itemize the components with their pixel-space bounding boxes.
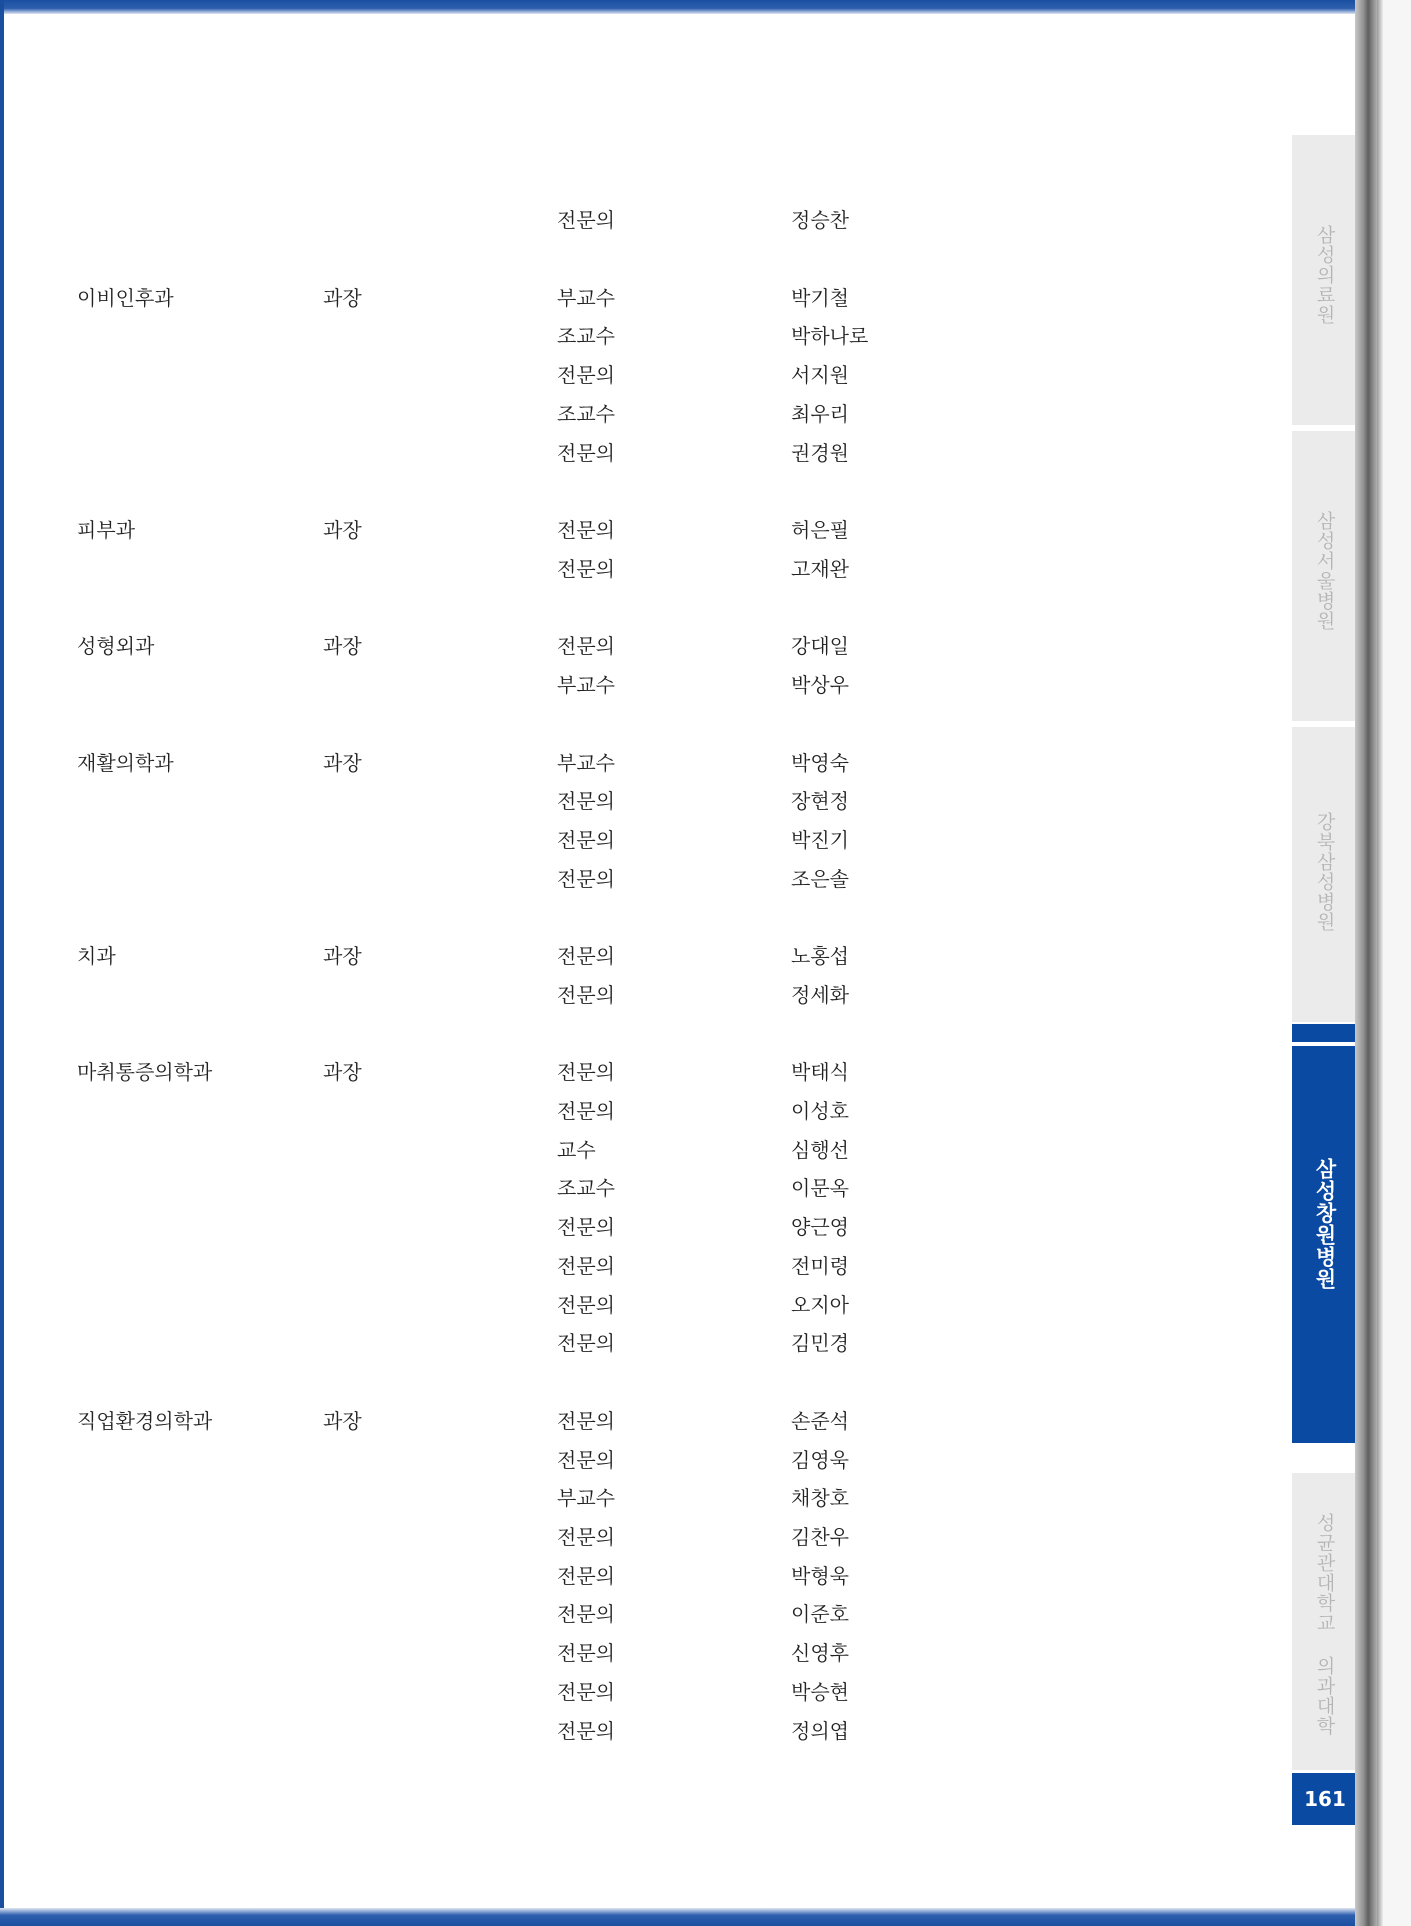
- head-cell: 과장: [323, 751, 362, 775]
- name-cell: 손준석: [791, 1409, 849, 1433]
- title-cell: 전문의: [557, 1293, 615, 1317]
- head-cell: 과장: [323, 634, 362, 658]
- name-cell: 박하나로: [791, 324, 869, 348]
- name-cell: 오지아: [791, 1293, 849, 1317]
- side-tab-samsung-seoul-hospital[interactable]: [1292, 428, 1358, 721]
- side-tab-kangbuk-samsung-hospital[interactable]: [1292, 724, 1358, 1022]
- title-cell: 전문의: [557, 1680, 615, 1704]
- department-cell: 성형외과: [77, 634, 155, 658]
- name-cell: 장현정: [791, 789, 849, 813]
- title-cell: 전문의: [557, 1331, 615, 1355]
- name-cell: 이성호: [791, 1099, 849, 1123]
- side-tab-skku-medical-school[interactable]: [1292, 1470, 1358, 1770]
- name-cell: 정의엽: [791, 1719, 849, 1743]
- title-cell: 전문의: [557, 1719, 615, 1743]
- head-cell: 과장: [323, 1409, 362, 1433]
- title-cell: 교수: [557, 1138, 596, 1162]
- title-cell: 전문의: [557, 208, 615, 232]
- side-tab-label: 성균관대학교 의과대학: [1313, 1513, 1336, 1736]
- title-cell: 조교수: [557, 324, 615, 348]
- name-cell: 최우리: [791, 402, 849, 426]
- name-cell: 이문옥: [791, 1176, 849, 1200]
- title-cell: 전문의: [557, 1641, 615, 1665]
- department-cell: 재활의학과: [77, 751, 174, 775]
- title-cell: 전문의: [557, 789, 615, 813]
- name-cell: 박태식: [791, 1060, 849, 1084]
- name-cell: 양근영: [791, 1215, 849, 1239]
- title-cell: 전문의: [557, 1525, 615, 1549]
- name-cell: 권경원: [791, 441, 849, 465]
- title-cell: 전문의: [557, 828, 615, 852]
- department-cell: 치과: [77, 944, 116, 968]
- side-tab-label: 삼성창원병원: [1313, 1158, 1337, 1290]
- name-cell: 강대일: [791, 634, 849, 658]
- active-tab-divider: [1292, 1042, 1358, 1046]
- title-cell: 부교수: [557, 1486, 615, 1510]
- title-cell: 전문의: [557, 557, 615, 581]
- side-tab-label: 삼성의료원: [1313, 225, 1336, 325]
- title-cell: 전문의: [557, 983, 615, 1007]
- title-cell: 부교수: [557, 751, 615, 775]
- name-cell: 김영욱: [791, 1448, 849, 1472]
- name-cell: 박기철: [791, 286, 849, 310]
- title-cell: 전문의: [557, 1099, 615, 1123]
- name-cell: 박승현: [791, 1680, 849, 1704]
- title-cell: 전문의: [557, 363, 615, 387]
- title-cell: 조교수: [557, 402, 615, 426]
- name-cell: 심행선: [791, 1138, 849, 1162]
- name-cell: 박영숙: [791, 751, 849, 775]
- head-cell: 과장: [323, 944, 362, 968]
- title-cell: 전문의: [557, 441, 615, 465]
- head-cell: 과장: [323, 518, 362, 542]
- title-cell: 전문의: [557, 944, 615, 968]
- title-cell: 조교수: [557, 1176, 615, 1200]
- title-cell: 전문의: [557, 1564, 615, 1588]
- name-cell: 신영후: [791, 1641, 849, 1665]
- side-tab-label: 삼성서울병원: [1313, 511, 1336, 631]
- title-cell: 부교수: [557, 286, 615, 310]
- name-cell: 박진기: [791, 828, 849, 852]
- title-cell: 전문의: [557, 1409, 615, 1433]
- name-cell: 정승찬: [791, 208, 849, 232]
- side-tab-label: 강북삼성병원: [1313, 812, 1336, 932]
- active-tab-divider: [1292, 1443, 1358, 1447]
- title-cell: 전문의: [557, 1060, 615, 1084]
- title-cell: 전문의: [557, 518, 615, 542]
- title-cell: 전문의: [557, 634, 615, 658]
- department-cell: 마취통증의학과: [77, 1060, 213, 1084]
- name-cell: 김민경: [791, 1331, 849, 1355]
- page-number: 161: [1292, 1773, 1358, 1825]
- department-cell: 이비인후과: [77, 286, 174, 310]
- book-spine-edge: [1377, 0, 1383, 1926]
- name-cell: 정세화: [791, 983, 849, 1007]
- name-cell: 조은솔: [791, 867, 849, 891]
- name-cell: 서지원: [791, 363, 849, 387]
- head-cell: 과장: [323, 1060, 362, 1084]
- title-cell: 전문의: [557, 1448, 615, 1472]
- department-cell: 직업환경의학과: [77, 1409, 213, 1433]
- head-cell: 과장: [323, 286, 362, 310]
- name-cell: 전미령: [791, 1254, 849, 1278]
- name-cell: 박형욱: [791, 1564, 849, 1588]
- title-cell: 전문의: [557, 1602, 615, 1626]
- name-cell: 박상우: [791, 673, 849, 697]
- title-cell: 전문의: [557, 1215, 615, 1239]
- name-cell: 노홍섭: [791, 944, 849, 968]
- book-spine: [1355, 0, 1377, 1926]
- name-cell: 허은필: [791, 518, 849, 542]
- name-cell: 김찬우: [791, 1525, 849, 1549]
- title-cell: 전문의: [557, 1254, 615, 1278]
- side-tab-samsung-medical-center[interactable]: [1292, 132, 1358, 425]
- title-cell: 부교수: [557, 673, 615, 697]
- department-cell: 피부과: [77, 518, 135, 542]
- side-tab-samsung-changwon-hospital[interactable]: [1292, 1024, 1358, 1444]
- title-cell: 전문의: [557, 867, 615, 891]
- name-cell: 이준호: [791, 1602, 849, 1626]
- name-cell: 고재완: [791, 557, 849, 581]
- name-cell: 채창호: [791, 1486, 849, 1510]
